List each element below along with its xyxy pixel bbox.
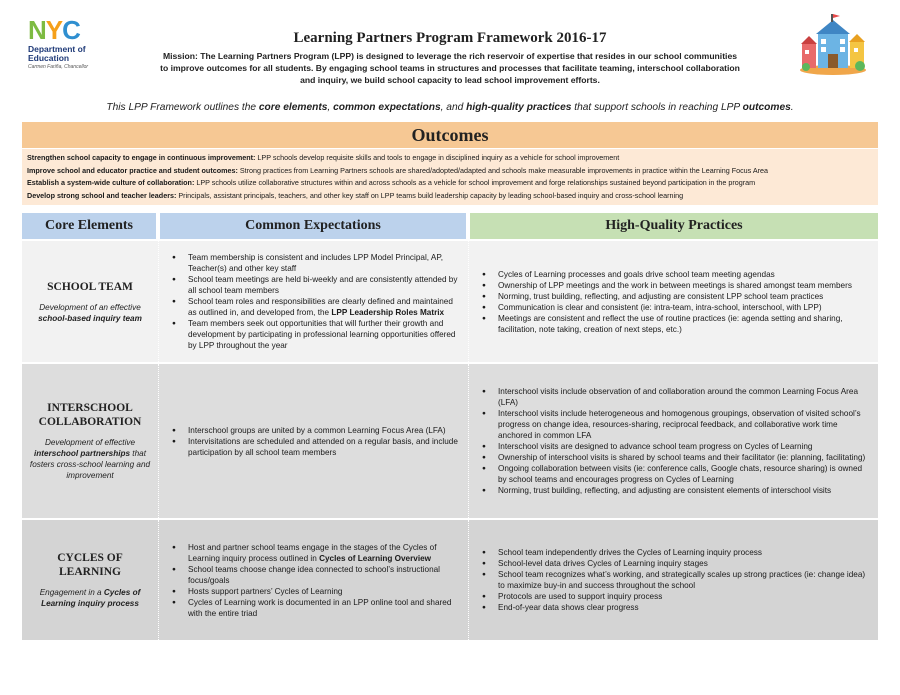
column-divider — [468, 520, 469, 640]
practices-cell — [472, 241, 876, 362]
outcome-item: Improve school and educator practice and student outcomes: Strong practices from Learning Partners schools are shared/adopted/adapted and schools make measurable improvements in practice within the Learning Focus Area — [27, 165, 769, 175]
expectation-item: ● Hosts support partners’ Cycles of Learning — [170, 586, 462, 597]
practice-item: ● Interschool visits include heterogeneous and homogenous groupings, observation of visited school’s progress on change idea, resources-sharing, reciprocal feedback, and collaborative work time anchored in common LFA — [480, 408, 872, 441]
core-element-name: CYCLES OF LEARNING — [57, 552, 123, 578]
practice-item: ● School-level data drives Cycles of Learning inquiry stages — [480, 558, 872, 569]
expectation-item: ● Team members seek out opportunities that will further their growth and development by participating in professional learning opportunities offered by LPP throughout the year — [170, 318, 462, 351]
outcome-item: Develop strong school and teacher leaders: Principals, assistant principals, teachers, and other key staff on LPP teams build leadership capacity by leading school-based inquiry and cross-school learning — [27, 190, 684, 200]
page-title: Learning Partners Program Framework 2016-17 — [293, 30, 607, 46]
practice-item: ● School team recognizes what’s working, and strategically scales up strong practices (ie: change idea) to maximize buy-in and success throughout the school — [480, 569, 872, 591]
framework-intro: This LPP Framework outlines the core elements, common expectations, and high-quality practices that support schools in reaching LPP outcomes. — [106, 102, 794, 113]
expectations-cell — [162, 241, 466, 362]
core-element-name: SCHOOL TEAM — [47, 280, 133, 293]
practice-item: ● Norming, trust building, reflecting, and adjusting are consistent elements of interschool visits — [480, 485, 872, 496]
expectations-cell — [162, 520, 466, 640]
expectations-list — [170, 425, 462, 458]
outcomes-heading: Outcomes — [411, 125, 489, 145]
core-element — [22, 520, 158, 640]
school-building-icon — [798, 14, 868, 76]
expectation-item: ● Interschool groups are united by a common Learning Focus Area (LFA) — [170, 425, 462, 436]
expectations-cell — [162, 364, 466, 518]
practice-item: ● Cycles of Learning processes and goals drive school team meeting agendas — [480, 269, 872, 280]
column-divider — [468, 241, 469, 362]
expectation-item: ● Team membership is consistent and includes LPP Model Principal, AP, Teacher(s) and other key staff — [170, 252, 462, 274]
row-school-team — [22, 241, 878, 362]
practices-cell — [472, 364, 876, 518]
expectations-list — [170, 252, 462, 351]
core-element-description: Engagement in a Cycles of Learning inquiry process — [39, 588, 141, 608]
expectation-item: ● School teams choose change idea connected to school’s instructional focus/goals — [170, 564, 462, 586]
practice-item: ● Ownership of interschool visits is shared by school teams and their facilitator (ie: planning, facilitating) — [480, 452, 872, 463]
practice-item: ● Communication is clear and consistent (ie: intra-team, intra-school, interschool, with LPP) — [480, 302, 872, 313]
outcome-item: Establish a system-wide culture of collaboration: LPP schools utilize collaborative structures within and across schools as a vehicle for school improvement and forge relationships sustained beyond participation in the program — [27, 178, 756, 188]
core-element — [22, 364, 158, 518]
column-divider — [468, 364, 469, 518]
outcome-item: Strengthen school capacity to engage in continuous improvement: LPP schools develop requisite skills and tools to engage in disciplined inquiry as a vehicle for school improvement — [27, 153, 620, 162]
nyc-doe-logo — [28, 15, 138, 78]
practice-item: ● Ownership of LPP meetings and the work in between meetings is shared amongst team members — [480, 280, 872, 291]
row-cycles-of-learning — [22, 520, 878, 640]
practice-item: ● Meetings are consistent and reflect the use of routine practices (ie: agenda setting and sharing, facilitation, note taking, creation of next steps, etc.) — [480, 313, 872, 335]
expectation-item: ● Host and partner school teams engage in the stages of the Cycles of Learning inquiry process outlined in Cycles of Learning Overview — [170, 542, 462, 564]
expectation-item: ● School team meetings are held bi-weekly and are consistently attended by all school team members — [170, 274, 462, 296]
practice-item: ● Ongoing collaboration between visits (ie: conference calls, Google chats, resource sharing) is owned by school teams and encourages progress on Cycles of Learning — [480, 463, 872, 485]
expectations-list — [170, 542, 462, 619]
practice-item: ● End-of-year data shows clear progress — [480, 602, 872, 613]
mission-statement: Mission: The Learning Partners Program (LPP) is designed to leverage the rich reservoir of expertise that resides in our school communities to improve outcomes for all students. By engaging school teams in structures and processes that facilitate teaming, interschool collaboration and inquiry, we build school capacity to lead school improvement efforts. — [160, 51, 740, 85]
practice-item: ● Norming, trust building, reflecting, and adjusting are consistent LPP school team practices — [480, 291, 872, 302]
department-name: Department of Education — [28, 44, 86, 63]
core-element-description: Development of an effective school-based inquiry team — [38, 302, 142, 323]
core-element-name: INTERSCHOOL COLLABORATION — [38, 402, 142, 428]
practice-item: ● Interschool visits are designed to advance school team progress on Cycles of Learning — [480, 441, 872, 452]
practice-item: ● Protocols are used to support inquiry process — [480, 591, 872, 602]
column-divider — [158, 520, 159, 640]
core-element-description: Development of effective interschool partnerships that fosters cross-school learning and improvement — [29, 438, 151, 480]
chancellor-name: Carmen Fariña, Chancellor — [28, 64, 89, 70]
nyc-wordmark: NYC — [28, 15, 80, 45]
expectation-item: ● School team roles and responsibilities are clearly defined and maintained as outlined in, and developed from, the LPP Leadership Roles Matrix — [170, 296, 462, 318]
outcomes-list — [22, 149, 878, 205]
core-element — [22, 241, 158, 362]
column-header-high-quality-practices: High-Quality Practices — [470, 213, 878, 239]
outcomes-heading-bar — [22, 122, 878, 148]
expectation-item: ● Intervisitations are scheduled and attended on a regular basis, and include participation by all school team members — [170, 436, 462, 458]
practices-list — [480, 269, 872, 335]
practices-list — [480, 547, 872, 613]
practices-cell — [472, 520, 876, 640]
practice-item: ● School team independently drives the Cycles of Learning inquiry process — [480, 547, 872, 558]
expectation-item: ● Cycles of Learning work is documented in an LPP online tool and shared with the entire triad — [170, 597, 462, 619]
practices-list — [480, 386, 872, 496]
column-header-common-expectations: Common Expectations — [160, 213, 466, 239]
column-divider — [158, 364, 159, 518]
row-interschool-collaboration — [22, 364, 878, 518]
column-header-core-elements: Core Elements — [22, 213, 156, 239]
practice-item: ● Interschool visits include observation of and collaboration around the common Learning Focus Area (LFA) — [480, 386, 872, 408]
column-divider — [158, 241, 159, 362]
